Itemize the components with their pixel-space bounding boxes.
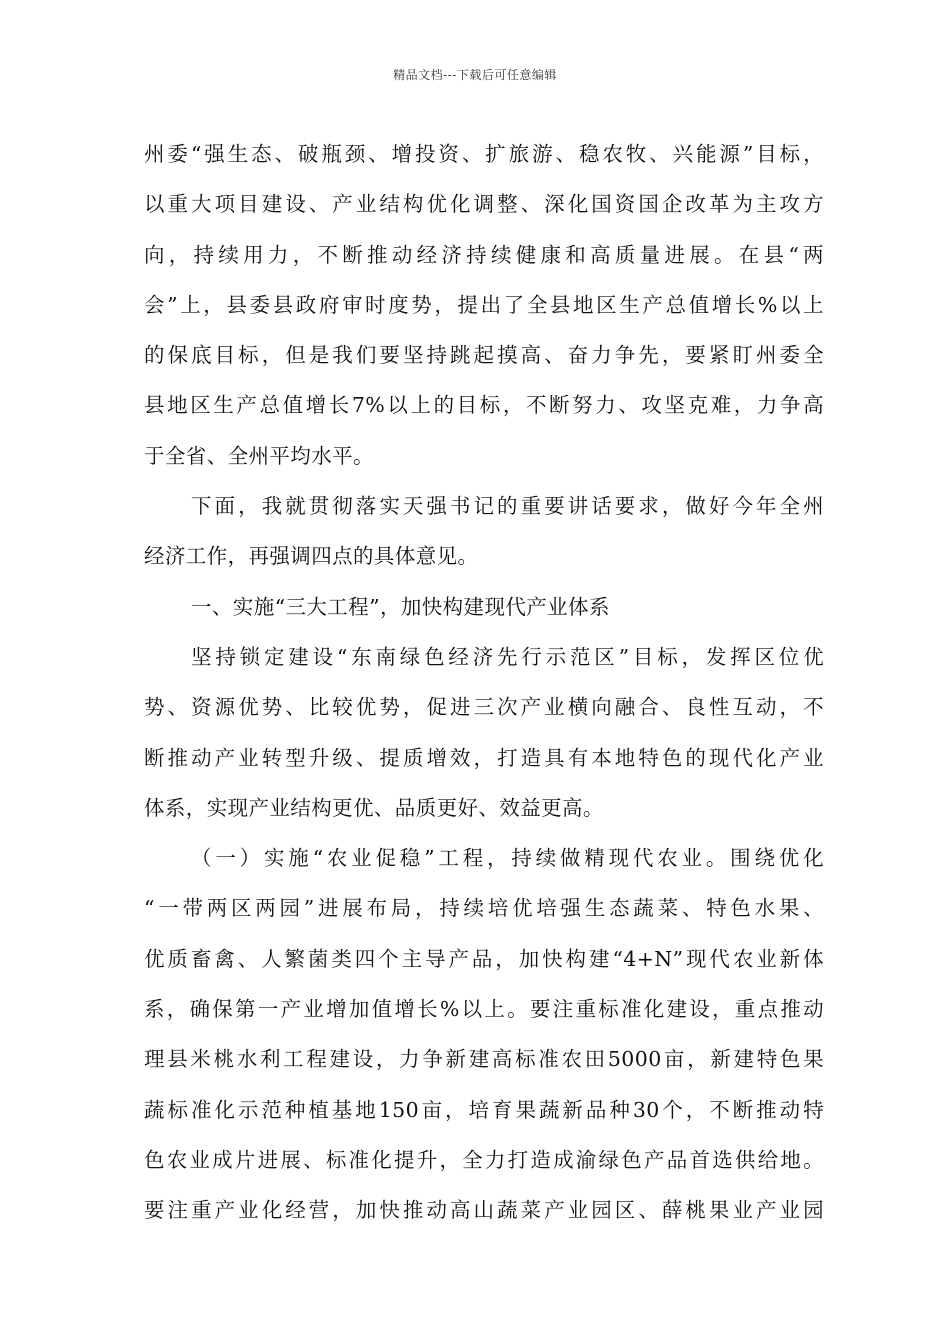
page-header: 精品文档---下载后可任意编辑 [393,68,557,82]
paragraph-line: 的保底目标，但是我们要坚持跳起摸高、奋力争先，要紧盯州委全 [144,343,824,368]
paragraph-line: 州委“强生态、破瓶颈、增投资、扩旅游、稳农牧、兴能源”目标， [144,142,824,166]
paragraph-line: 会”上，县委县政府审时度势，提出了全县地区生产总值增长%以上 [144,292,824,317]
document-body [144,129,824,1236]
paragraph-line: （一）实施“农业促稳”工程，持续做精现代农业。围绕优化 [191,846,824,871]
paragraph-line: 理县米桃水利工程建设，力争新建高标准农田5000亩，新建特色果 [144,1047,824,1072]
paragraph-line: 断推动产业转型升级、提质增效，打造具有本地特色的现代化产业 [144,745,824,770]
paragraph-line: 县地区生产总值增长7%以上的目标，不断努力、攻坚克难，力争高 [144,393,824,418]
paragraph-line: 优质畜禽、人繁菌类四个主导产品，加快构建“4+N”现代农业新体 [144,946,825,971]
paragraph-line: 要注重产业化经营，加快推动高山蔬菜产业园区、薛桃果业产业园 [144,1198,824,1223]
paragraph-line: 蔬标准化示范种植基地150亩，培育果蔬新品种30个，不断推动特 [144,1097,824,1122]
paragraph-line: 色农业成片进展、标准化提升，全力打造成渝绿色产品首选供给地。 [144,1147,824,1172]
paragraph-line: 以重大项目建设、产业结构优化调整、深化国资国企改革为主攻方 [144,192,824,217]
paragraph-line: 向，持续用力，不断推动经济持续健康和高质量进展。在县“两 [144,242,824,267]
paragraph-line: 下面，我就贯彻落实天强书记的重要讲话要求，做好今年全州 [191,494,824,519]
paragraph-line: 体系，实现产业结构更优、品质更好、效益更高。 [144,795,604,820]
paragraph-line: “一带两区两园”进展布局，持续培优培强生态蔬菜、特色水果、 [144,896,824,921]
paragraph-line: 于全省、全州平均水平。 [144,443,374,468]
paragraph-line: 坚持锁定建设“东南绿色经济先行示范区”目标，发挥区位优 [191,644,824,669]
section-heading: 一、实施“三大工程”，加快构建现代产业体系 [191,594,610,619]
paragraph-line: 经济工作，再强调四点的具体意见。 [144,544,479,569]
paragraph-line: 系，确保第一产业增加值增长%以上。要注重标准化建设，重点推动 [144,997,824,1022]
paragraph-line: 势、资源优势、比较优势，促进三次产业横向融合、良性互动，不 [144,695,824,720]
